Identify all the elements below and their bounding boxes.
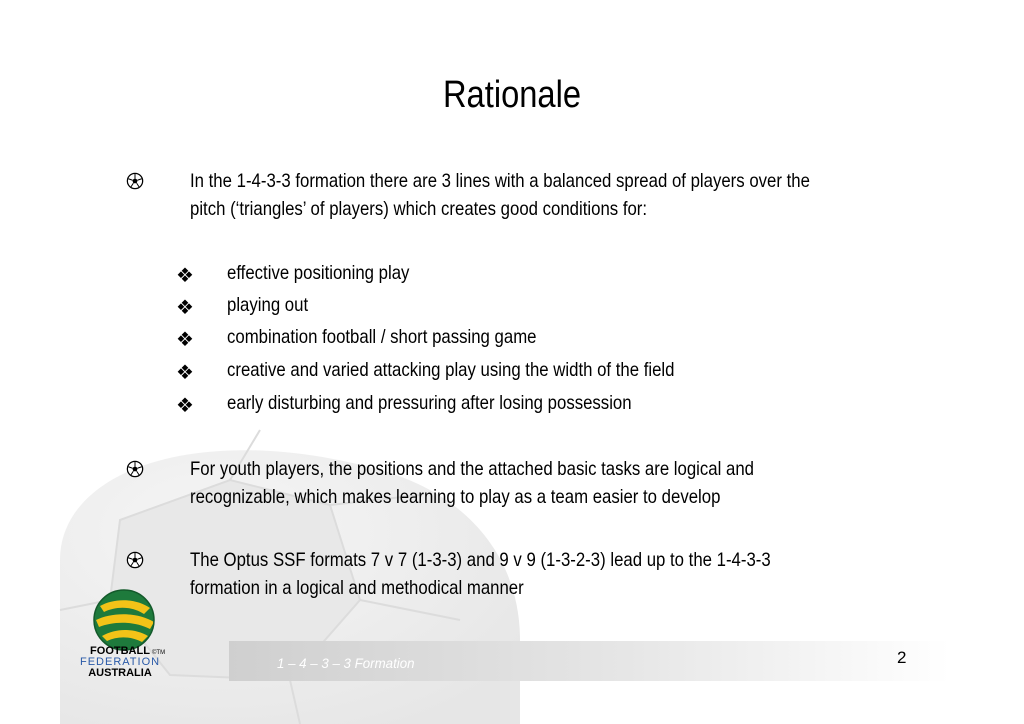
logo-text-australia: AUSTRALIA (88, 667, 152, 679)
bullet-text (190, 455, 930, 511)
soccer-ball-icon (126, 172, 144, 190)
diamond-bullet-icon: ❖ (176, 329, 194, 351)
sub-bullet-text: creative and varied attacking play using the width of the field (227, 359, 675, 381)
sub-bullet (176, 354, 876, 386)
sub-bullet-text: early disturbing and pressuring after losing possession (227, 392, 632, 414)
bullet-point (126, 455, 906, 511)
bullet-line: For youth players, the positions and the attached basic tasks are logical and (190, 458, 754, 480)
bullet-point (126, 546, 906, 602)
bullet-line: The Optus SSF formats 7 v 7 (1-3-3) and 9 v 9 (1-3-2-3) lead up to the 1-4-3-3 (190, 549, 771, 571)
sub-bullet-text: combination football / short passing game (227, 326, 537, 348)
sub-bullet (176, 289, 876, 321)
logo-text-football: FOOTBALL (90, 645, 150, 657)
sub-bullet (176, 257, 876, 289)
bullet-text (190, 546, 930, 602)
diamond-bullet-icon: ❖ (176, 395, 194, 417)
sub-bullet (176, 387, 876, 419)
bullet-line: pitch (‘triangles’ of players) which creates good conditions for: (190, 198, 648, 220)
slide-title: Rationale (442, 74, 582, 116)
bullet-line: In the 1-4-3-3 formation there are 3 lines with a balanced spread of players over the (190, 170, 810, 192)
bullet-text (190, 167, 930, 223)
diamond-bullet-icon: ❖ (176, 297, 194, 319)
logo-text-federation: FEDERATION (80, 656, 161, 668)
footer-caption: 1 – 4 – 3 – 3 Formation (277, 655, 415, 671)
sub-bullet-text: playing out (227, 294, 309, 316)
page-number: 2 (897, 648, 907, 667)
soccer-ball-icon (126, 551, 144, 569)
sub-bullet-text: effective positioning play (227, 262, 410, 284)
logo-trademark: ©TM (152, 650, 166, 656)
bullet-point (126, 167, 906, 223)
diamond-bullet-icon: ❖ (176, 362, 194, 384)
soccer-ball-icon (126, 460, 144, 478)
bullet-line: formation in a logical and methodical manner (190, 577, 524, 599)
sub-bullet (176, 321, 876, 353)
diamond-bullet-icon: ❖ (176, 265, 194, 287)
bullet-line: recognizable, which makes learning to play as a team easier to develop (190, 486, 721, 508)
